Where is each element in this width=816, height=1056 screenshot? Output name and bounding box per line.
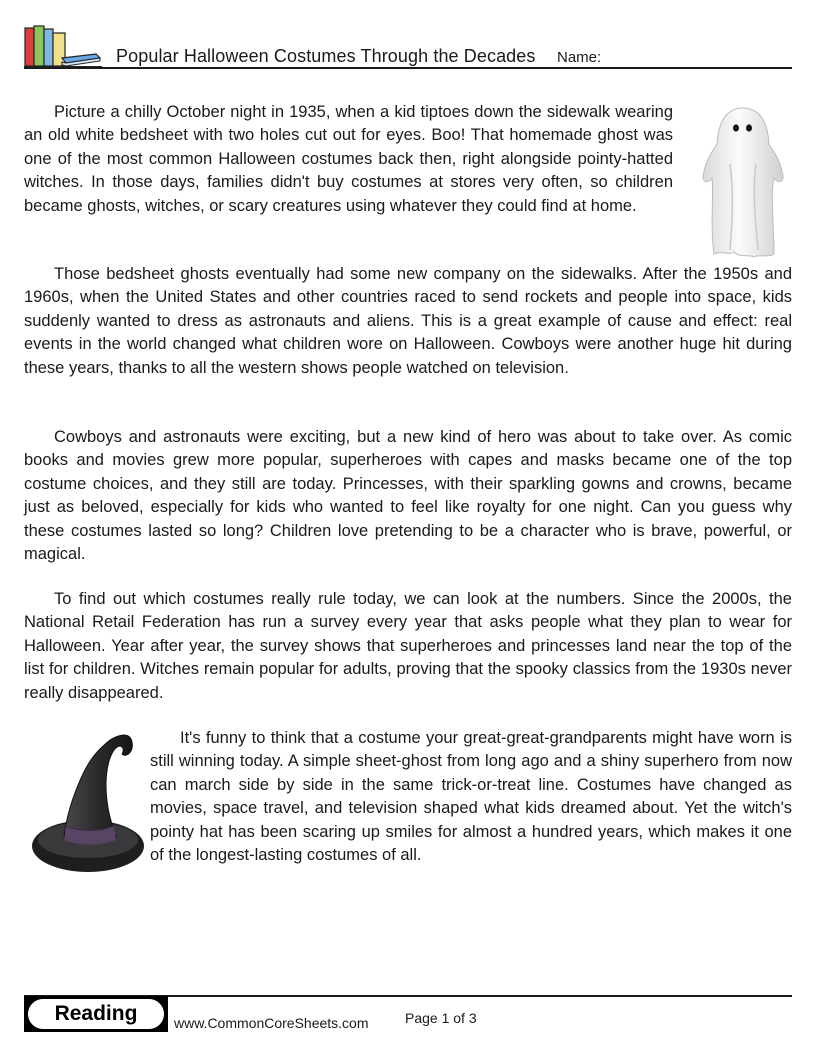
ghost-illustration [700,104,786,260]
books-icon [24,24,102,68]
paragraph-2: Those bedsheet ghosts eventually had some new company on the sidewalks. After the 1950s and 1960s, when the United States and other countries raced to send rockets and people into space, kids suddenly wanted to dress as astronauts and aliens. This is a great example of cause and effect: real events in the world changed what children wore on Halloween. Cowboys were another huge hit during these years, thanks to all the western shows people watched on television. [24,265,792,377]
subject-badge-label: Reading [28,999,164,1029]
witch-hat-illustration [30,728,150,880]
paragraph-5: It's funny to think that a costume your great-great-grandparents might have worn is still winning today. A simple sheet-ghost from long ago and a shiny superhero from now can march side by side in the same trick-or-treat line. Costumes have changed as movies, space travel, and television shaped what kids dreamed about. Yet the witch's pointy hat has been scaring up smiles for almost a hundred years, which makes it one of the longest-lasting costumes of all. [150,729,792,865]
paragraph-3: Cowboys and astronauts were exciting, but a new kind of hero was about to take over. As comic books and movies grew more popular, superheroes with capes and masks became one of the top costume choices, and they still are today. Princesses, with their sparkling gowns and crowns, became just as beloved, especially for kids who wanted to feel like royalty for one night. Can you guess why these costumes lasted so long? Children love pretending to be a character who is brave, powerful, or magical. [24,428,792,564]
worksheet-title: Popular Halloween Costumes Through the Decades [116,46,536,66]
name-label: Name: [557,49,602,66]
worksheet-header [24,22,792,70]
header-divider [24,67,792,69]
subject-badge [24,996,168,1032]
website-link[interactable]: www.CommonCoreSheets.com [174,1015,369,1031]
page-number: Page 1 of 3 [405,1010,477,1026]
paragraph-4: To find out which costumes really rule today, we can look at the numbers. Since the 2000s, the National Retail Federation has run a survey every year that asks people what they plan to wear for Halloween. Year after year, the survey shows that superheroes and princesses land near the top of the list for children. Witches remain popular for adults, proving that the spooky classics from the 1930s never really disappeared. [24,590,792,702]
paragraph-1: Picture a chilly October night in 1935, when a kid tiptoes down the sidewalk wearing an old white bedsheet with two holes cut out for eyes. Boo! That homemade ghost was one of the most common Halloween costumes back then, right alongside pointy-hatted witches. In those days, families didn't buy costumes at stores very often, so children became ghosts, witches, or scary creatures using whatever they could find at home. [24,103,673,215]
